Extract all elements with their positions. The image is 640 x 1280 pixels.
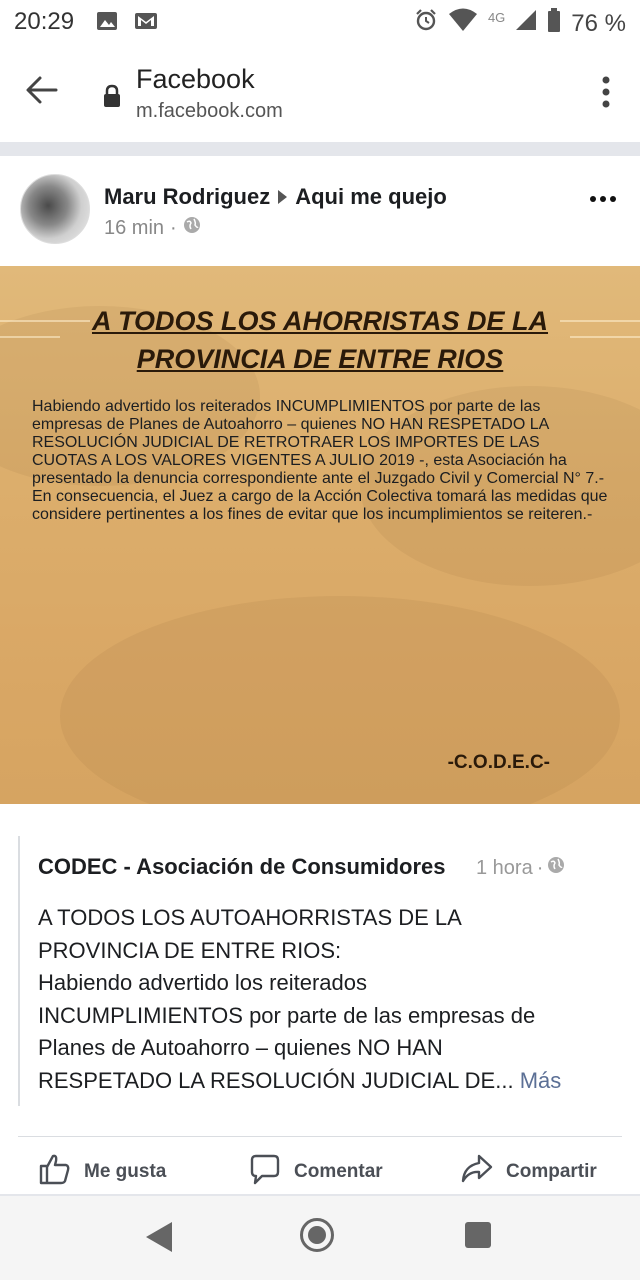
globe-icon [183, 216, 201, 240]
like-label: Me gusta [84, 1161, 167, 1182]
poster-body-part2: ante el Juzgado Civil y Comercial N° 7.- En consecuencia, el Juez a cargo de la Acción Colectiva tomará las medidas que considere pertinentes a los fines de evitar que los incumplimientos se reiteren.- [32, 470, 608, 523]
status-bar [0, 0, 640, 44]
android-nav-bar [0, 1196, 640, 1280]
network-type: 4G [487, 10, 506, 25]
nav-back-icon[interactable] [146, 1222, 172, 1252]
shared-text-line: PROVINCIA DE ENTRE RIOS: [38, 937, 342, 963]
lock-icon [102, 84, 122, 113]
poster-headline-line1: A TODOS LOS AHORRISTAS DE LA [91, 306, 549, 336]
poster-headline-line2: PROVINCIA DE ENTRE RIOS [136, 344, 504, 374]
post-author-line [104, 184, 447, 210]
group-name[interactable]: Aqui me quejo [295, 184, 447, 209]
thumbs-up-icon [38, 1152, 72, 1192]
shared-page-name[interactable]: CODEC - Asociación de Consumidores [38, 854, 446, 879]
wifi-icon [448, 8, 478, 39]
author-name[interactable]: Maru Rodriguez [104, 184, 271, 209]
shared-post-text [38, 902, 610, 1097]
avatar[interactable] [20, 174, 90, 244]
post-time[interactable]: 16 min [104, 216, 165, 239]
post-options-icon[interactable] [590, 196, 616, 202]
shared-post-time[interactable]: 1 hora [476, 856, 533, 879]
comment-icon [248, 1152, 282, 1192]
browser-toolbar [0, 44, 640, 142]
poster-body-part1: Habiendo advertido los reiterados INCUMPLIMIENTOS por parte de las empresas de Planes de Autoahorro – quienes NO HAN RESPETADO LA RESOLUCIÓN JUDICIAL DE RETROTRAER LOS IMPORTES DE LAS CUOTAS A LOS VALORES VIGENTES A JULIO 2019 -, [32, 398, 549, 469]
shared-text-line-last [38, 1065, 610, 1098]
comment-label: Comentar [294, 1161, 383, 1182]
battery-level: 76 % [571, 9, 626, 37]
page-title: Facebook [136, 64, 255, 94]
poster-body [32, 398, 608, 524]
see-more-link[interactable]: Más [519, 1067, 562, 1093]
share-button[interactable] [460, 1152, 597, 1192]
meta-dot: · [170, 216, 177, 239]
shared-text-line: Habiendo advertido los reiterados [38, 970, 367, 995]
image-notification-icon [96, 10, 118, 37]
status-icons [414, 8, 626, 39]
globe-icon [547, 856, 565, 880]
shared-text-line: A TODOS LOS AUTOAHORRISTAS DE LA [38, 905, 462, 930]
shared-text-line: Planes de Autoahorro – quienes NO HAN [38, 1035, 443, 1060]
share-label: Compartir [506, 1161, 597, 1182]
shared-text-line: INCUMPLIMIENTOS por parte de las empresas de [38, 1002, 536, 1028]
status-time: 20:29 [14, 8, 75, 35]
actions-divider [18, 1136, 622, 1137]
battery-icon [547, 8, 561, 39]
page-url[interactable]: m.facebook.com [136, 100, 283, 122]
post-actions [0, 1140, 640, 1196]
arrow-right-icon [278, 190, 287, 204]
poster-text-layer [0, 266, 640, 804]
gmail-notification-icon [134, 10, 158, 37]
post-meta [104, 216, 201, 240]
alarm-icon [414, 8, 438, 39]
header-separator [0, 142, 640, 156]
more-options-icon[interactable] [602, 76, 610, 113]
shared-text-truncated: RESPETADO LA RESOLUCIÓN JUDICIAL DE... [38, 1067, 514, 1093]
shared-post-meta [476, 856, 565, 880]
meta-dot: · [536, 856, 544, 879]
comment-button[interactable] [248, 1152, 383, 1192]
share-icon [460, 1152, 494, 1192]
back-arrow-icon[interactable] [24, 74, 60, 111]
like-button[interactable] [38, 1152, 166, 1192]
nav-recents-icon[interactable] [465, 1222, 491, 1248]
shared-post[interactable] [18, 836, 620, 1106]
signal-icon [515, 9, 537, 38]
nav-home-icon[interactable] [300, 1218, 334, 1252]
poster-body-underlined: esta Asociación ha presentado la denuncia correspondiente [32, 452, 567, 487]
poster-signature: -C.O.D.E.C- [447, 752, 550, 773]
